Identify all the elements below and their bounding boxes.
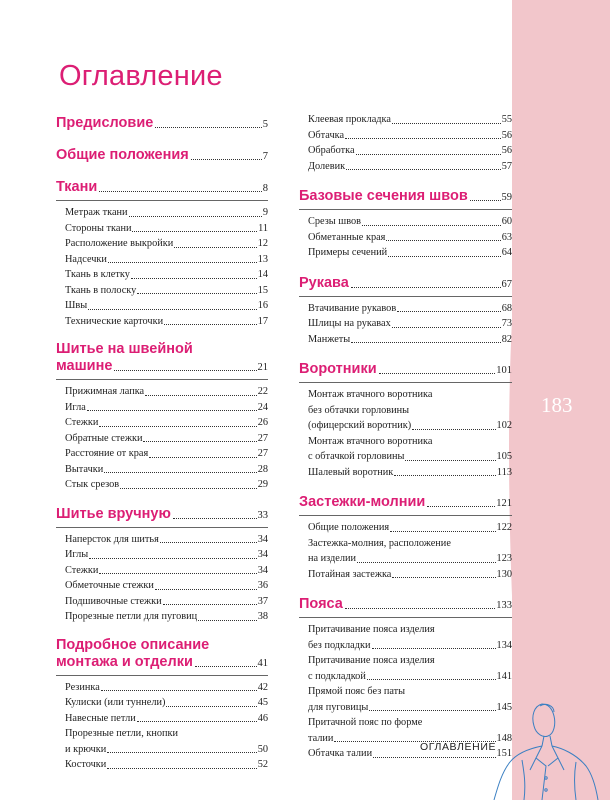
item-text: Обтачка талии — [308, 748, 373, 759]
section-title: Рукава — [299, 274, 349, 291]
item-page: 24 — [257, 401, 268, 413]
item-page: 73 — [501, 318, 512, 329]
item-text: Манжеты — [308, 333, 351, 345]
section-title-line2: машине — [56, 358, 113, 374]
toc-item[interactable] — [299, 245, 512, 261]
item-text: Расстояние от края — [65, 448, 149, 459]
running-footer: ОГЛАВЛЕНИЕ — [420, 741, 497, 753]
item-text-line2: талии — [308, 732, 334, 744]
item-text: Иглы — [65, 549, 89, 560]
item-page: 14 — [257, 269, 268, 280]
toc-item[interactable] — [299, 230, 512, 246]
item-page: 57 — [501, 160, 512, 172]
dot-leader — [392, 577, 495, 578]
dot-leader — [149, 457, 257, 458]
item-text: Прижимная лапка — [65, 386, 145, 397]
item-text-line2: без подкладки — [308, 639, 371, 651]
toc-item[interactable] — [299, 653, 512, 684]
divider — [299, 296, 512, 297]
dot-leader — [160, 542, 257, 543]
dot-leader — [137, 293, 256, 294]
toc-item[interactable] — [56, 711, 268, 727]
dot-leader — [108, 262, 257, 263]
toc-section-belts[interactable] — [299, 596, 512, 762]
toc-right-column — [299, 112, 512, 762]
dot-leader — [369, 710, 495, 711]
dot-leader — [137, 721, 257, 722]
toc-item[interactable] — [299, 520, 512, 536]
item-text: Метраж ткани — [65, 207, 128, 218]
toc-item[interactable] — [56, 547, 268, 563]
toc-item[interactable] — [299, 567, 512, 583]
toc-item[interactable] — [56, 236, 268, 252]
section-page: 133 — [496, 600, 512, 611]
item-text: Подшивочные стежки — [65, 595, 162, 607]
item-text-line1: Застежка-молния, расположение — [308, 537, 451, 549]
dot-leader — [351, 287, 501, 288]
divider — [299, 209, 512, 210]
toc-item[interactable] — [299, 112, 512, 128]
item-page: 9 — [262, 207, 268, 218]
toc-item[interactable] — [299, 684, 512, 715]
item-page: 130 — [496, 568, 512, 580]
dot-leader — [104, 472, 256, 473]
dot-leader — [373, 757, 495, 758]
item-text: Прорезные петли для пуговиц — [65, 611, 198, 622]
section-page: 33 — [257, 509, 268, 521]
item-text: Примеры сечений — [308, 247, 388, 258]
item-page: 134 — [496, 639, 512, 651]
dot-leader — [120, 488, 257, 489]
item-page: 15 — [257, 284, 268, 296]
section-title: Пояса — [299, 596, 343, 612]
toc-item[interactable] — [299, 316, 512, 332]
section-page: 7 — [262, 151, 268, 162]
toc-item[interactable] — [56, 609, 268, 625]
item-text: Ткань в полоску — [65, 284, 137, 296]
dot-leader — [386, 240, 500, 241]
item-page: 27 — [257, 448, 268, 459]
item-page: 12 — [257, 238, 268, 249]
dot-leader — [132, 231, 257, 232]
dot-leader — [470, 200, 501, 201]
toc-item[interactable] — [56, 283, 268, 299]
dot-leader — [155, 127, 261, 128]
toc-section-preface[interactable] — [56, 115, 268, 132]
divider — [56, 200, 268, 201]
item-page: 113 — [496, 466, 512, 478]
item-text: Стык срезов — [65, 479, 120, 490]
toc-item[interactable] — [299, 434, 512, 465]
item-text: Ткань в клетку — [65, 269, 130, 280]
dot-leader — [88, 309, 257, 310]
dot-leader — [356, 154, 501, 155]
item-page: 141 — [496, 670, 512, 682]
divider — [56, 675, 268, 676]
section-heading — [56, 147, 268, 164]
section-title-line1: Шитье на швейной — [56, 341, 193, 357]
section-title: Предисловие — [56, 115, 154, 131]
dot-leader — [394, 475, 496, 476]
item-text: Обтачка — [308, 129, 345, 141]
dot-leader — [114, 370, 256, 371]
item-page: 56 — [501, 129, 512, 141]
dot-leader — [397, 311, 501, 312]
dot-leader — [345, 608, 495, 609]
dot-leader — [101, 690, 257, 691]
item-page: 17 — [257, 315, 268, 327]
item-text: Вытачки — [65, 463, 104, 475]
toc-item[interactable] — [56, 680, 268, 696]
dot-leader — [392, 123, 501, 124]
section-title: Ткани — [56, 179, 98, 195]
dot-leader — [129, 216, 262, 217]
dot-leader — [351, 342, 501, 343]
item-text: Наперсток для шитья — [65, 533, 159, 545]
item-text: Навесные петли — [65, 712, 136, 724]
dot-leader — [107, 768, 256, 769]
dot-leader — [390, 531, 495, 532]
item-page: 36 — [257, 580, 268, 591]
toc-item[interactable] — [56, 221, 268, 237]
dot-leader — [99, 426, 256, 427]
item-page: 55 — [501, 114, 512, 125]
section-title-line1: Подробное описание — [56, 636, 210, 653]
item-text: Втачивание рукавов — [308, 302, 397, 314]
toc-item[interactable] — [56, 252, 268, 268]
toc-item[interactable] — [299, 536, 512, 567]
fashion-sketch-illustration — [488, 696, 604, 800]
item-page: 38 — [257, 611, 268, 622]
dot-leader — [362, 225, 501, 226]
item-page: 102 — [496, 420, 512, 431]
section-title: Шитье вручную — [56, 505, 171, 522]
item-text-line1: Притачивание пояса изделия — [308, 655, 435, 666]
item-text-line1: Монтаж втачного воротника — [308, 435, 433, 447]
item-page: 45 — [257, 697, 268, 708]
item-page: 122 — [496, 522, 512, 533]
item-text-line2: без обтачки горловины — [308, 404, 410, 416]
toc-item[interactable] — [56, 578, 268, 594]
dot-leader — [388, 256, 501, 257]
item-text-line2: с обтачкой горловины — [308, 451, 405, 462]
section-title: Застежки-молнии — [299, 494, 426, 510]
item-page: 34 — [257, 533, 268, 545]
item-page: 68 — [501, 302, 512, 314]
dot-leader — [99, 191, 261, 192]
toc-item[interactable] — [56, 267, 268, 283]
dot-leader — [155, 589, 257, 590]
dot-leader — [166, 706, 256, 707]
item-page: 27 — [257, 432, 268, 444]
toc-section-collars[interactable] — [299, 361, 512, 480]
item-text: Обметанные края — [308, 231, 386, 243]
section-title: Базовые сечения швов — [299, 188, 468, 204]
toc-section-hand-sewing[interactable] — [56, 506, 268, 625]
toc-section-machine-sewing[interactable] — [56, 341, 268, 493]
toc-item[interactable] — [56, 415, 268, 431]
toc-item[interactable] — [56, 726, 268, 757]
item-page: 60 — [501, 216, 512, 227]
dot-leader — [345, 138, 501, 139]
item-text-line1: Монтаж втачного воротника — [308, 389, 433, 400]
dot-leader — [405, 460, 495, 461]
toc-item[interactable] — [56, 563, 268, 579]
toc-item[interactable] — [56, 462, 268, 478]
item-text: Клеевая прокладка — [308, 114, 391, 125]
item-text: Надсечки — [65, 253, 107, 265]
toc-section-seams[interactable] — [299, 188, 512, 261]
item-text-line1: Притачной пояс по форме — [308, 717, 423, 728]
page-title: Оглавление — [59, 60, 223, 92]
item-text: Общие положения — [308, 522, 390, 533]
item-text: Косточки — [65, 759, 107, 770]
item-page: 82 — [501, 333, 512, 345]
item-page: 34 — [257, 564, 268, 576]
toc-item[interactable] — [299, 387, 512, 434]
item-text-line1: Прямой пояс без паты — [308, 686, 406, 697]
dot-leader — [427, 506, 495, 507]
toc-item[interactable] — [299, 143, 512, 159]
dot-leader — [198, 620, 257, 621]
toc-item[interactable] — [56, 298, 268, 314]
item-text-line1: Притачивание пояса изделия — [308, 624, 435, 635]
item-text: Шлицы на рукавах — [308, 318, 391, 329]
section-page: 21 — [257, 362, 268, 373]
item-page: 28 — [257, 463, 268, 475]
section-heading — [56, 341, 268, 375]
dot-leader — [99, 573, 256, 574]
item-text: Резинка — [65, 681, 100, 693]
item-page: 52 — [257, 759, 268, 770]
section-heading — [56, 637, 268, 671]
dot-leader — [173, 518, 257, 519]
dot-leader — [357, 562, 496, 563]
divider — [56, 527, 268, 528]
item-text: Технические карточки — [65, 315, 164, 327]
item-page: 148 — [496, 732, 512, 744]
section-heading — [56, 115, 268, 132]
dot-leader — [143, 441, 256, 442]
divider — [299, 382, 512, 383]
section-heading — [299, 275, 512, 292]
toc-item[interactable] — [299, 159, 512, 175]
dot-leader — [107, 752, 256, 753]
divider — [299, 617, 512, 618]
toc-item[interactable] — [56, 695, 268, 711]
toc-item[interactable] — [299, 465, 512, 481]
section-page: 41 — [257, 657, 268, 669]
section-page: 67 — [501, 278, 512, 290]
section-title: Общие положения — [56, 147, 189, 163]
item-text-line2: с подкладкой — [308, 670, 366, 682]
section-title-line2: монтажа и отделки — [56, 653, 193, 670]
divider — [299, 515, 512, 516]
toc-item[interactable] — [56, 314, 268, 330]
item-page: 29 — [257, 479, 268, 490]
item-text: Потайная застежка — [308, 568, 392, 580]
item-text: Игла — [65, 401, 86, 413]
toc-section-general[interactable] — [56, 147, 268, 164]
item-page: 16 — [257, 300, 268, 311]
toc-section-zippers[interactable] — [299, 494, 512, 582]
item-text-line3: (офицерский воротник) — [308, 420, 412, 431]
item-page: 42 — [257, 681, 268, 693]
toc-item[interactable] — [56, 532, 268, 548]
item-text-line1: Прорезные петли, кнопки — [65, 728, 179, 739]
item-text: Долевик — [308, 160, 346, 172]
toc-section-sleeves[interactable] — [299, 275, 512, 348]
section-page: 5 — [262, 119, 268, 130]
toc-item[interactable] — [56, 594, 268, 610]
item-text: Расположение выкройки — [65, 238, 174, 249]
toc-item[interactable] — [56, 384, 268, 400]
section-page: 59 — [501, 192, 512, 203]
item-text-line2: на изделии — [308, 553, 357, 564]
dot-leader — [145, 395, 257, 396]
toc-item[interactable] — [56, 205, 268, 221]
item-text: Обратные стежки — [65, 432, 143, 444]
dot-leader — [367, 679, 496, 680]
toc-item[interactable] — [299, 214, 512, 230]
item-page: 11 — [258, 222, 268, 234]
dot-leader — [372, 648, 496, 649]
item-page: 105 — [496, 451, 512, 462]
dot-leader — [174, 247, 256, 248]
section-page: 8 — [262, 183, 268, 194]
dot-leader — [195, 666, 257, 667]
item-page: 63 — [501, 231, 512, 243]
section-page: 121 — [496, 498, 512, 509]
item-page: 37 — [257, 595, 268, 607]
dot-leader — [191, 159, 262, 160]
section-heading — [299, 188, 512, 205]
item-text: Обработка — [308, 145, 355, 156]
item-text: Стежки — [65, 564, 99, 576]
toc-section-fabrics[interactable] — [56, 179, 268, 329]
section-heading — [299, 596, 512, 613]
item-page: 26 — [257, 417, 268, 428]
dot-leader — [163, 604, 257, 605]
item-text: Швы — [65, 300, 88, 311]
toc-section-assembly-finishing[interactable] — [56, 637, 268, 773]
item-page: 145 — [496, 701, 512, 713]
item-page: 34 — [257, 549, 268, 560]
section-title: Воротники — [299, 361, 377, 377]
section-heading — [299, 361, 512, 378]
item-page: 22 — [257, 386, 268, 397]
item-page: 13 — [257, 253, 268, 265]
item-text: Шалевый воротник — [308, 466, 394, 478]
item-page: 151 — [496, 748, 512, 759]
item-text: Кулиски (или туннели) — [65, 697, 166, 708]
toc-item[interactable] — [299, 622, 512, 653]
toc-item[interactable] — [299, 128, 512, 144]
item-text: Стежки — [65, 417, 99, 428]
item-text-line2: для пуговицы — [308, 701, 369, 713]
page-number: 183 — [541, 393, 573, 417]
toc-item[interactable] — [56, 431, 268, 447]
toc-left-column — [56, 115, 268, 773]
toc-item[interactable] — [56, 400, 268, 416]
item-page: 123 — [496, 553, 512, 564]
section-page: 101 — [496, 365, 512, 376]
item-page: 64 — [501, 247, 512, 258]
section-heading — [56, 179, 268, 196]
toc-item[interactable] — [56, 446, 268, 462]
item-page: 56 — [501, 145, 512, 156]
item-text: Обметочные стежки — [65, 580, 154, 591]
dot-leader — [392, 327, 501, 328]
item-text-line2: и крючки — [65, 743, 107, 755]
toc-item[interactable] — [299, 332, 512, 348]
toc-item[interactable] — [299, 301, 512, 317]
dot-leader — [412, 429, 495, 430]
toc-section-continued — [299, 112, 512, 174]
item-page: 46 — [257, 712, 268, 724]
toc-item[interactable] — [56, 477, 268, 493]
dot-leader — [87, 410, 257, 411]
dot-leader — [346, 169, 501, 170]
item-text: Срезы швов — [308, 216, 362, 227]
item-text: Стороны ткани — [65, 222, 132, 234]
dot-leader — [379, 373, 496, 374]
section-heading — [56, 506, 268, 523]
dot-leader — [89, 558, 257, 559]
item-page: 50 — [257, 743, 268, 755]
dot-leader — [164, 324, 257, 325]
section-heading — [299, 494, 512, 511]
toc-item[interactable] — [56, 757, 268, 773]
dot-leader — [131, 278, 257, 279]
divider — [56, 379, 268, 380]
